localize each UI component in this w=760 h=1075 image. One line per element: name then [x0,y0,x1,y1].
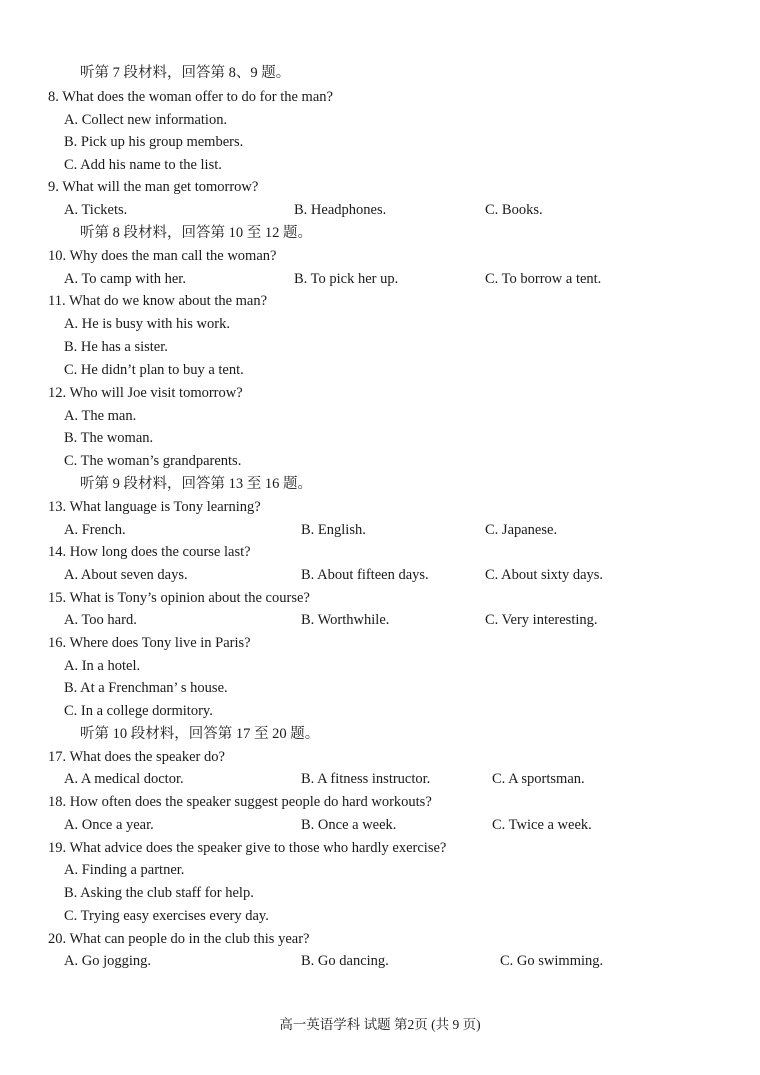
option-b: B. Headphones. [294,202,387,218]
question-stem: 15. What is Tony’s opinion about the course? [48,590,310,606]
option-a: A. Tickets. [64,202,128,218]
option-c: C. The woman’s grandparents. [64,453,242,469]
option-a: A. In a hotel. [64,658,141,674]
option-c: C. He didn’t plan to buy a tent. [64,362,244,378]
option-c: C. Japanese. [485,522,558,538]
option-a: A. He is busy with his work. [64,316,230,332]
option-c: C. Trying easy exercises every day. [64,908,269,924]
option-a: A. Too hard. [64,612,137,628]
section-heading: 听第 9 段材料，回答第 13 至 16 题。 [80,476,312,492]
option-b: B. To pick her up. [294,271,399,287]
option-b: B. Go dancing. [301,953,389,969]
option-a: A. Collect new information. [64,112,228,128]
option-c: C. Add his name to the list. [64,157,222,173]
option-c: C. Very interesting. [485,612,598,628]
option-a: A. Go jogging. [64,953,151,969]
option-c: C. In a college dormitory. [64,703,213,719]
question-stem: 17. What does the speaker do? [48,749,225,765]
option-a: A. Once a year. [64,817,154,833]
option-c: C. A sportsman. [492,771,585,787]
option-c: C. About sixty days. [485,567,604,583]
option-b: B. At a Frenchman’ s house. [64,680,228,696]
question-stem: 9. What will the man get tomorrow? [48,179,259,195]
option-b: B. About fifteen days. [301,567,429,583]
option-b: B. Once a week. [301,817,397,833]
option-b: B. English. [301,522,366,538]
section-heading: 听第 8 段材料，回答第 10 至 12 题。 [80,225,312,241]
section-heading: 听第 7 段材料，回答第 8、9 题。 [80,65,291,81]
option-a: A. The man. [64,408,137,424]
question-stem: 11. What do we know about the man? [48,293,268,309]
option-b: B. He has a sister. [64,339,168,355]
question-stem: 14. How long does the course last? [48,544,251,560]
option-b: B. A fitness instructor. [301,771,431,787]
question-stem: 12. Who will Joe visit tomorrow? [48,385,243,401]
option-c: C. To borrow a tent. [485,271,602,287]
option-a: A. French. [64,522,126,538]
option-c: C. Go swimming. [500,953,604,969]
question-stem: 8. What does the woman offer to do for the man? [48,89,333,105]
question-stem: 20. What can people do in the club this year? [48,931,310,947]
option-b: B. Asking the club staff for help. [64,885,254,901]
option-c: C. Books. [485,202,543,218]
section-heading: 听第 10 段材料，回答第 17 至 20 题。 [80,726,320,742]
question-stem: 10. Why does the man call the woman? [48,248,277,264]
question-stem: 18. How often does the speaker suggest people do hard workouts? [48,794,432,810]
question-stem: 13. What language is Tony learning? [48,499,261,515]
question-stem: 19. What advice does the speaker give to those who hardly exercise? [48,840,447,856]
option-a: A. To camp with her. [64,271,186,287]
option-b: B. Pick up his group members. [64,134,244,150]
question-stem: 16. Where does Tony live in Paris? [48,635,251,651]
option-a: A. About seven days. [64,567,188,583]
option-b: B. Worthwhile. [301,612,390,628]
option-b: B. The woman. [64,430,154,446]
option-a: A. Finding a partner. [64,862,185,878]
option-a: A. A medical doctor. [64,771,184,787]
option-c: C. Twice a week. [492,817,592,833]
page-footer: 高一英语学科 试题 第2页 (共 9 页) [279,1017,481,1032]
